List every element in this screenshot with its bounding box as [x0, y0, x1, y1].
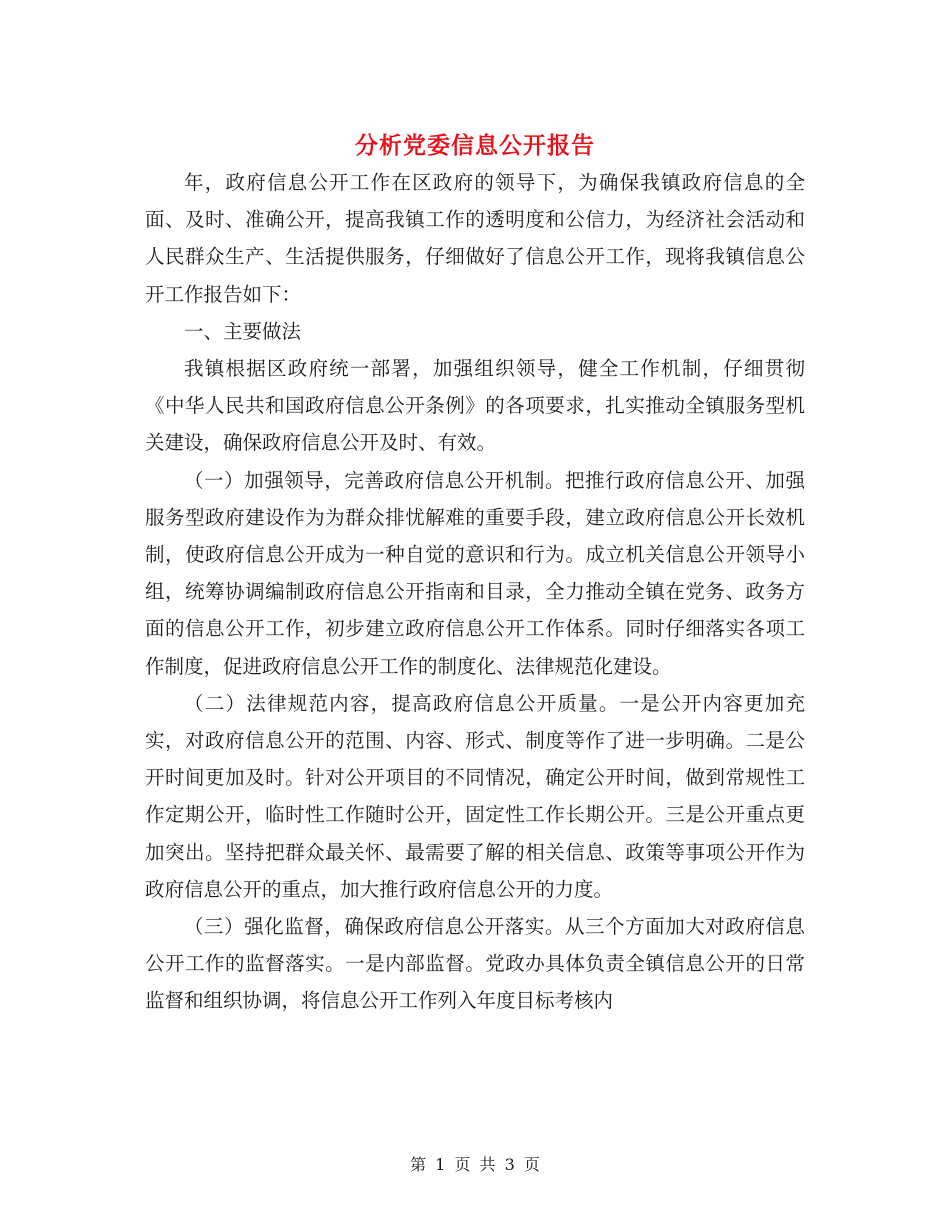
paragraph-item-2: （二）法律规范内容，提高政府信息公开质量。一是公开内容更加充实，对政府信息公开的范围、内容、形式、制度等作了进一步明确。二是公开时间更加及时。针对公开项目的不同情况，确定公开时间，做到常规性工作定期公开，临时性工作随时公开，固定性工作长期公开。三是公开重点更加突出。坚持把群众最关怀、最需要了解的相关信息、政策等事项公开作为政府信息公开的重点，加大推行政府信息公开的力度。: [145, 691, 805, 901]
page-number-footer: 第 1 页 共 3 页: [410, 1155, 540, 1174]
paragraph-intro: 年，政府信息公开工作在区政府的领导下，为确保我镇政府信息的全面、及时、准确公开，提高我镇工作的透明度和公信力，为经济社会活动和人民群众生产、生活提供服务，仔细做好了信息公开工作，现将我镇信息公开工作报告如下：: [145, 171, 805, 306]
section-heading-main-practices: 一、主要做法: [184, 319, 302, 343]
paragraph-item-1: （一）加强领导，完善政府信息公开机制。把推行政府信息公开、加强服务型政府建设作为为群众排忧解难的重要手段，建立政府信息公开长效机制，使政府信息公开成为一种自觉的意识和行为。成立机关信息公开领导小组，统筹协调编制政府信息公开指南和目录，全力推动全镇在党务、政务方面的信息公开工作，初步建立政府信息公开工作体系。同时仔细落实各项工作制度，促进政府信息公开工作的制度化、法律规范化建设。: [145, 468, 805, 678]
paragraph-item-3: （三）强化监督，确保政府信息公开落实。从三个方面加大对政府信息公开工作的监督落实。一是内部监督。党政办具体负责全镇信息公开的日常监督和组织协调，将信息公开工作列入年度目标考核内: [145, 915, 805, 1013]
document-title: 分析党委信息公开报告: [355, 132, 595, 160]
paragraph-overview: 我镇根据区政府统一部署，加强组织领导，健全工作机制，仔细贯彻《中华人民共和国政府信息公开条例》的各项要求，扎实推动全镇服务型机关建设，确保政府信息公开及时、有效。: [145, 357, 805, 455]
document-body: [145, 164, 805, 1020]
